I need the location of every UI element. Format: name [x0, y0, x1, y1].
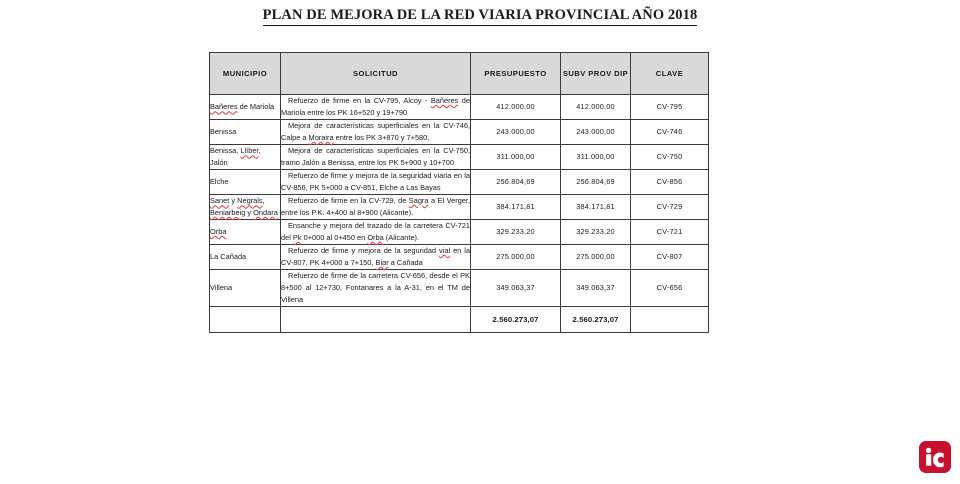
cell-total-solicitud: [281, 306, 471, 332]
table-row: [210, 169, 709, 194]
page-title-text: PLAN DE MEJORA DE LA RED VIARIA PROVINCIAL AÑO 2018: [263, 7, 698, 26]
cell-presupuesto: 349.063,37: [471, 269, 561, 306]
cell-presupuesto: 412.000,00: [471, 95, 561, 120]
cell-solicitud: Refuerzo de firme de la carretera CV-656, desde el PK 8+500 al 12+730, Fontanares a la A-31, en el TM de Villena: [281, 269, 471, 306]
cell-clave: CV-656: [631, 269, 709, 306]
cell-solicitud: Mejora de características superficiales en la CV-746, Calpe a Moraira entre los PK 3+870 y 7+580.: [281, 119, 471, 144]
column-header-municipio: MUNICIPIO: [210, 53, 281, 95]
plan-table: [209, 52, 709, 333]
table-row: [210, 95, 709, 120]
table-total-row: [210, 306, 709, 332]
cell-subvencion: 311.000,00: [561, 144, 631, 169]
column-header-clave: CLAVE: [631, 53, 709, 95]
cell-presupuesto: 256.804,69: [471, 169, 561, 194]
column-header-solicitud: SOLICITUD: [281, 53, 471, 95]
plan-table-container: [209, 52, 708, 333]
cell-clave: CV-746: [631, 119, 709, 144]
cell-clave: CV-795: [631, 95, 709, 120]
cell-presupuesto: 329.233,20: [471, 219, 561, 244]
cell-total-subvencion: 2.560.273,07: [561, 306, 631, 332]
cell-municipio: Orba: [210, 219, 281, 244]
cell-clave: CV-856: [631, 169, 709, 194]
table-row: [210, 194, 709, 219]
table-row: [210, 219, 709, 244]
table-row: [210, 269, 709, 306]
cell-solicitud: Ensanche y mejora del trazado de la carretera CV-721 del Pk 0+000 al 0+450 en Orba (Alicante).: [281, 219, 471, 244]
cell-total-presupuesto: 2.560.273,07: [471, 306, 561, 332]
cell-clave: CV-729: [631, 194, 709, 219]
table-body: [210, 95, 709, 333]
cell-presupuesto: 243.000,00: [471, 119, 561, 144]
cell-solicitud: Refuerzo de firme y mejora de la seguridad viaria en la CV-856, PK 5+000 a CV-851, Elche a Las Bayas: [281, 169, 471, 194]
cell-subvencion: 256.804,69: [561, 169, 631, 194]
table-header: [210, 53, 709, 95]
cell-municipio: Sanet y Negrals, Beniarbeig y Ondara: [210, 194, 281, 219]
cell-municipio: Benissa: [210, 119, 281, 144]
column-header-subv-prov-dip: SUBV PROV DIP: [561, 53, 631, 95]
table-row: [210, 244, 709, 269]
cell-subvencion: 412.000,00: [561, 95, 631, 120]
ic-logo: [919, 441, 951, 473]
cell-presupuesto: 311.000,00: [471, 144, 561, 169]
cell-subvencion: 329.233,20: [561, 219, 631, 244]
cell-municipio: Elche: [210, 169, 281, 194]
cell-total-municipio: [210, 306, 281, 332]
cell-solicitud: Refuerzo de firme en la CV-729, de Sagra a El Verger, entre los P.K. 4+400 al 8+900 (Alicante).: [281, 194, 471, 219]
table-row: [210, 119, 709, 144]
cell-clave: CV-807: [631, 244, 709, 269]
cell-municipio: Benissa, Llíber, Jalón: [210, 144, 281, 169]
cell-clave: CV-721: [631, 219, 709, 244]
cell-subvencion: 384.171,81: [561, 194, 631, 219]
table-header-row: [210, 53, 709, 95]
cell-subvencion: 243.000,00: [561, 119, 631, 144]
cell-presupuesto: 384.171,81: [471, 194, 561, 219]
cell-solicitud: Refuerzo de firme en la CV-795, Alcoy - Bañeres de Mariola entre los PK 16+520 y 19+790: [281, 95, 471, 120]
cell-municipio: Villena: [210, 269, 281, 306]
cell-total-clave: [631, 306, 709, 332]
cell-municipio: Bañeres de Mariola: [210, 95, 281, 120]
cell-solicitud: Refuerzo de firme y mejora de la seguridad vial en la CV-807, PK 4+000 a 7+150, Biar a Cañada: [281, 244, 471, 269]
table-row: [210, 144, 709, 169]
cell-presupuesto: 275.000,00: [471, 244, 561, 269]
page-title: [0, 7, 960, 26]
column-header-presupuesto: PRESUPUESTO: [471, 53, 561, 95]
cell-clave: CV-750: [631, 144, 709, 169]
cell-subvencion: 275.000,00: [561, 244, 631, 269]
cell-municipio: La Cañada: [210, 244, 281, 269]
cell-solicitud: Mejora de características superficiales en la CV-750, tramo Jalón a Benissa, entre los PK 5+900 y 10+700: [281, 144, 471, 169]
cell-subvencion: 349.063,37: [561, 269, 631, 306]
